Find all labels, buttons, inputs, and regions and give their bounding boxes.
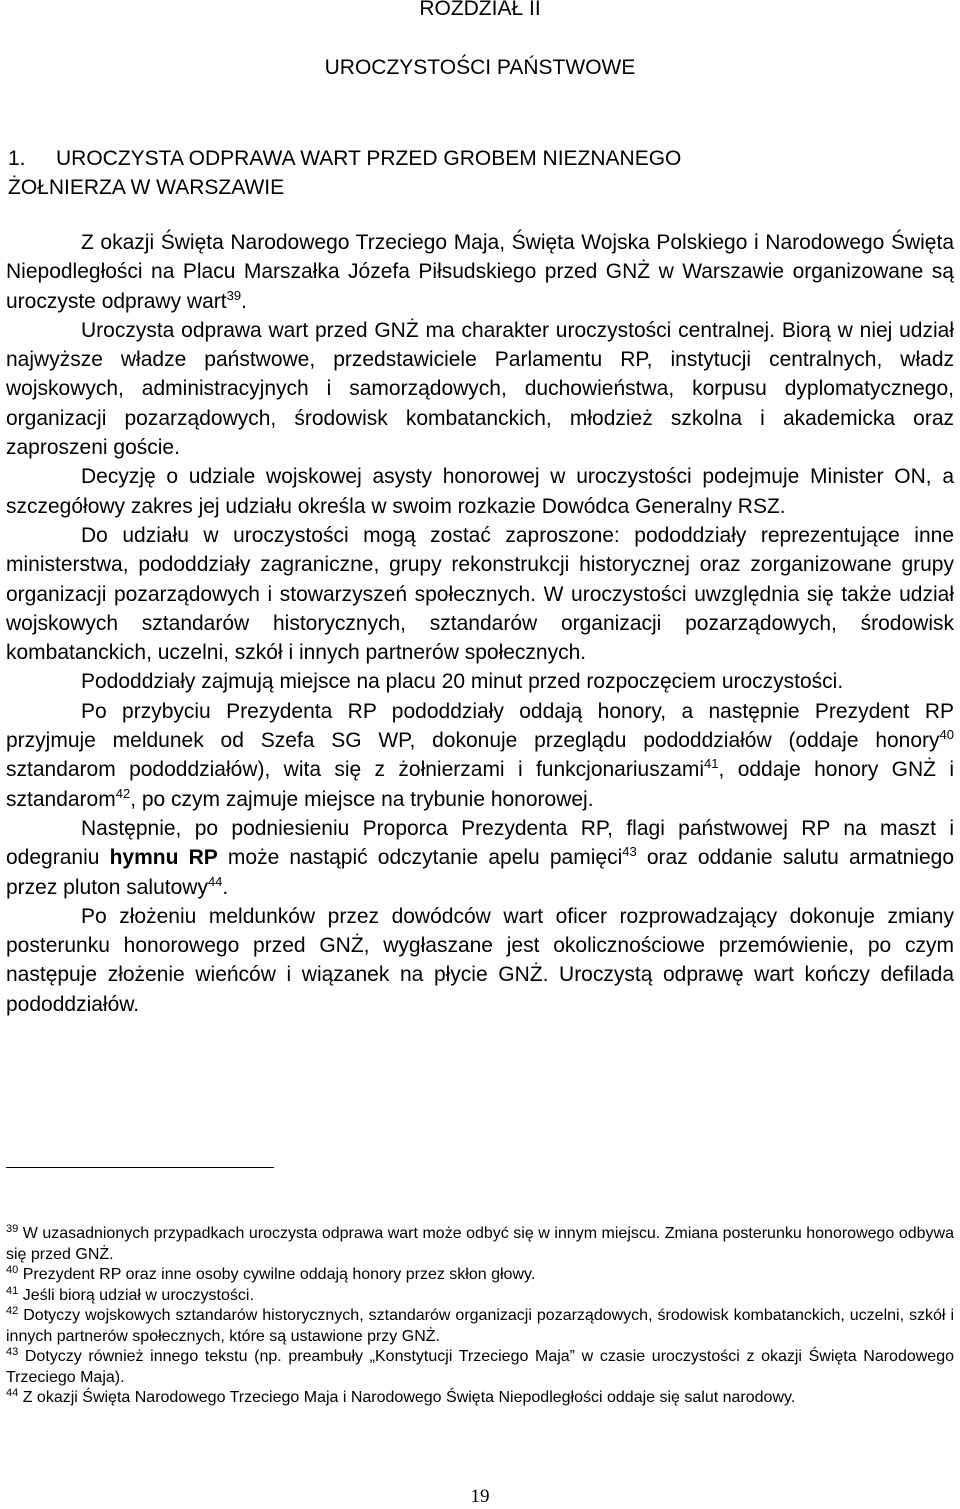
section-number: 1.: [8, 147, 26, 170]
chapter-title: UROCZYSTOŚCI PAŃSTWOWE: [324, 56, 636, 79]
section-heading: [8, 144, 948, 202]
paragraph-2: Uroczysta odprawa wart przed GNŻ ma charakter uroczystości centralnej. Biorą w niej udział najwyższe władze państwowe, przedstawiciele Parlamentu RP, instytucji centralnych, władz wojskowych, administracyjnych i samorządowych, duchowieństwa, korpusu dyplomatycznego, organizacji pozarządowych, środowisk kombatanckich, młodzież szkolna i akademicka oraz zaproszeni goście.: [6, 318, 954, 460]
paragraph-3: Decyzję o udziale wojskowej asysty honorowej w uroczystości podejmuje Minister ON, a szczegółowy zakres jej udziału określa w swoim rozkazie Dowódca Generalny RSZ.: [6, 465, 954, 518]
footnote-ref-39: 39: [226, 287, 242, 303]
footnote-44: $^{44}$ Z okazji Święta Narodowego Trzeciego Maja i Narodowego Święta Niepodległości oddaje się salut narodowy.: [6, 1387, 796, 1406]
footnote-ref-41: 41: [704, 756, 719, 772]
footnotes: [6, 1224, 954, 1409]
footnote-ref-44: 44: [207, 873, 223, 889]
main-body: [6, 228, 954, 1019]
bold-hymn: hymnu RP: [109, 846, 218, 870]
footnote-43: $^{43}$ Dotyczy również innego tekstu (np. preambuły „Konstytucji Trzeciego Maja” w czasie uroczystości z okazji Święta Narodowego Trzeciego Maja).: [6, 1346, 954, 1386]
paragraph-7: Następnie, po podniesieniu Proporca Prezydenta RP, flagi państwowej RP na maszt i odegraniu hymnu RP może nastąpić odczytanie apelu pamięci$^{43}$ oraz oddanie salutu armatniego przez pluton salutowy$^{44}$.: [6, 816, 955, 899]
page-number: 19: [470, 1486, 490, 1507]
footnote-40: $^{40}$ Prezydent RP oraz inne osoby cywilne oddają honory przez skłon głowy.: [6, 1264, 536, 1283]
footnote-39: $^{39}$ W uzasadnionych przypadkach uroczysta odprawa wart może odbyć się w innym miejscu. Zmiana posterunku honorowego odbywa się przed GNŻ.: [6, 1223, 954, 1263]
paragraph-8: Po złożeniu meldunków przez dowódców wart oficer rozprowadzający dokonuje zmiany posterunku honorowego przed GNŻ, wygłaszane jest okolicznościowe przemówienie, po czym następuje złożenie wieńców i wiązanek na płycie GNŻ. Uroczystą odprawę wart kończy defilada pododdziałów.: [6, 904, 954, 1016]
paragraph-5: Pododdziały zajmują miejsce na placu 20 minut przed rozpoczęciem uroczystości.: [81, 670, 844, 694]
section-title-line1: UROCZYSTA ODPRAWA WART PRZED GROBEM NIEZNANEGO: [56, 147, 682, 170]
paragraph-4: Do udziału w uroczystości mogą zostać zaproszone: pododdziały reprezentujące inne ministerstwa, pododdziały zagraniczne, grupy rekonstrukcji historycznej oraz zorganizowane grupy organizacji pozarządowych i stowarzyszeń społecznych. W uroczystości uwzględnia się także udział wojskowych sztandarów historycznych, sztandarów organizacji pozarządowych, środowisk kombatanckich, uczelni, szkół i innych partnerów społecznych.: [6, 523, 954, 665]
footnote-separator: [6, 1167, 274, 1168]
section-title-line2: ŻOŁNIERZA W WARSZAWIE: [8, 176, 285, 199]
footnote-41: $^{41}$ Jeśli biorą udział w uroczystości.: [6, 1284, 254, 1304]
chapter-heading: ROZDZIAŁ II: [419, 0, 541, 20]
footnote-42: $^{42}$ Dotyczy wojskowych sztandarów historycznych, sztandarów organizacji pozarządowych, środowisk kombatanckich, uczelni, szkół i innych partnerów społecznych, które są ustawione przy GNŻ.: [6, 1305, 954, 1345]
footnote-ref-42: 42: [115, 785, 131, 801]
paragraph-6: Po przybyciu Prezydenta RP pododdziały oddają honory, a następnie Prezydent RP przyjmuje meldunek od Szefa SG WP, dokonuje przeglądu pododdziałów (oddaje honory$^{40}$ sztandarom pododdziałów), wita się z żołnierzami i funkcjonariuszami$^{41}$, oddaje honory GNŻ i sztandarom$^{42}$, po czym zajmuje miejsce na trybunie honorowej.: [6, 699, 955, 811]
paragraph-1: Z okazji Święta Narodowego Trzeciego Maja, Święta Wojska Polskiego i Narodowego Święta Niepodległości na Placu Marszałka Józefa Piłsudskiego przed GNŻ w Warszawie organizowane są uroczyste odprawy wart$^{39}$.: [6, 231, 954, 313]
footnote-ref-43: 43: [622, 844, 637, 860]
footnote-ref-40: 40: [939, 727, 954, 743]
